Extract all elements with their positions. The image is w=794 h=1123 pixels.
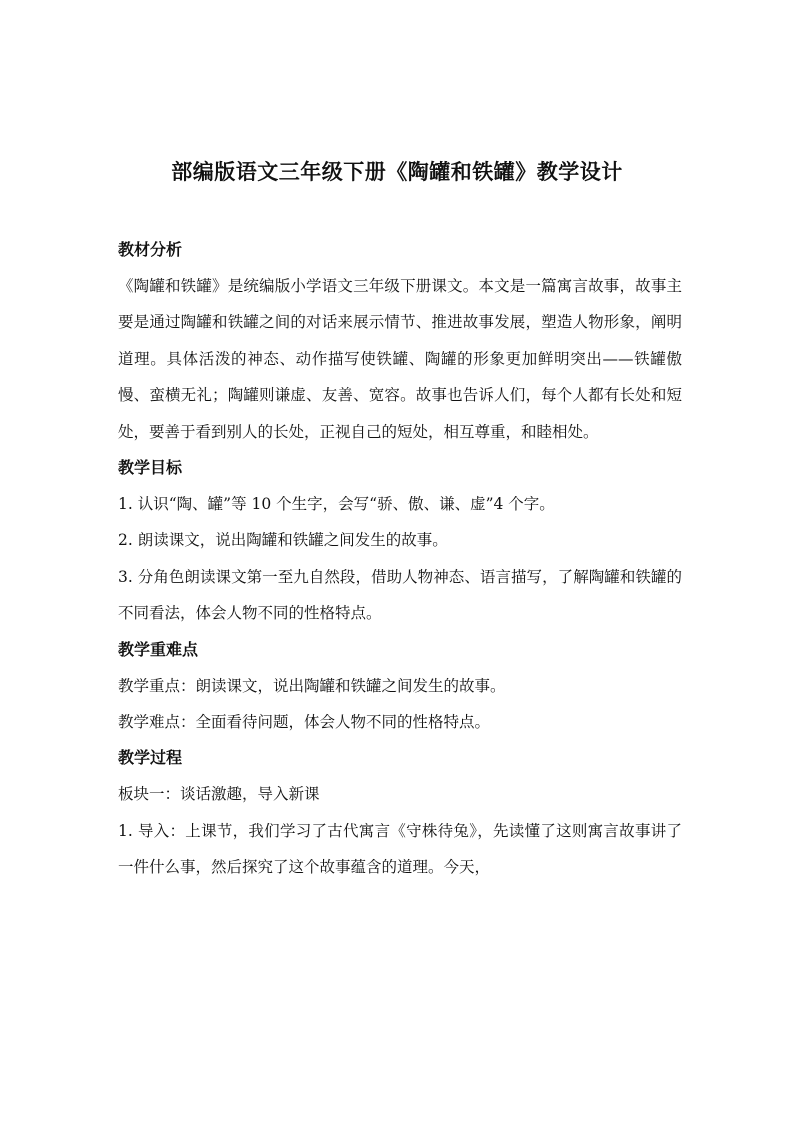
process-step-1: 1. 导入：上课节，我们学习了古代寓言《守株待兔》，先读懂了这则寓言故事讲了一件什么事，然后探究了这个故事蕴含的道理。今天， xyxy=(118,821,682,877)
process-block-title: 板块一：谈话激趣，导入新课 xyxy=(118,785,320,804)
section-heading-analysis: 教材分析 xyxy=(118,240,183,259)
section-goals xyxy=(118,450,682,632)
section-heading-goals: 教学目标 xyxy=(118,458,183,478)
section-heading-process: 教学过程 xyxy=(118,748,183,768)
key-point-focus: 教学重点：朗读课文，说出陶罐和铁罐之间发生的故事。 xyxy=(118,676,506,695)
section-analysis xyxy=(118,232,682,450)
key-point-difficulty: 教学难点：全面看待问题，体会人物不同的性格特点。 xyxy=(118,713,491,732)
goal-item-1: 1. 认识“陶、罐”等 10 个生字，会写“骄、傲、谦、虚”4 个字。 xyxy=(118,495,555,514)
document-title: 部编版语文三年级下册《陶罐和铁罐》教学设计 xyxy=(171,160,623,184)
goal-item-2: 2. 朗读课文，说出陶罐和铁罐之间发生的故事。 xyxy=(118,531,448,550)
goal-item-3: 3. 分角色朗读课文第一至九自然段，借助人物神态、语言描写，了解陶罐和铁罐的不同看法，体会人物不同的性格特点。 xyxy=(118,567,682,623)
analysis-paragraph: 《陶罐和铁罐》是统编版小学语文三年级下册课文。本文是一篇寓言故事，故事主要是通过陶罐和铁罐之间的对话来展示情节、推进故事发展，塑造人物形象，阐明道理。具体活泼的神态、动作描写使铁罐、陶罐的形象更加鲜明突出——铁罐傲慢、蛮横无礼；陶罐则谦虚、友善、宽容。故事也告诉人们，每个人都有长处和短处，要善于看到别人的长处，正视自己的短处，相互尊重，和睦相处。 xyxy=(118,277,682,441)
section-heading-key-points: 教学重难点 xyxy=(118,639,199,659)
section-key-points xyxy=(118,632,682,741)
section-process xyxy=(118,740,682,885)
document-body xyxy=(118,232,682,886)
